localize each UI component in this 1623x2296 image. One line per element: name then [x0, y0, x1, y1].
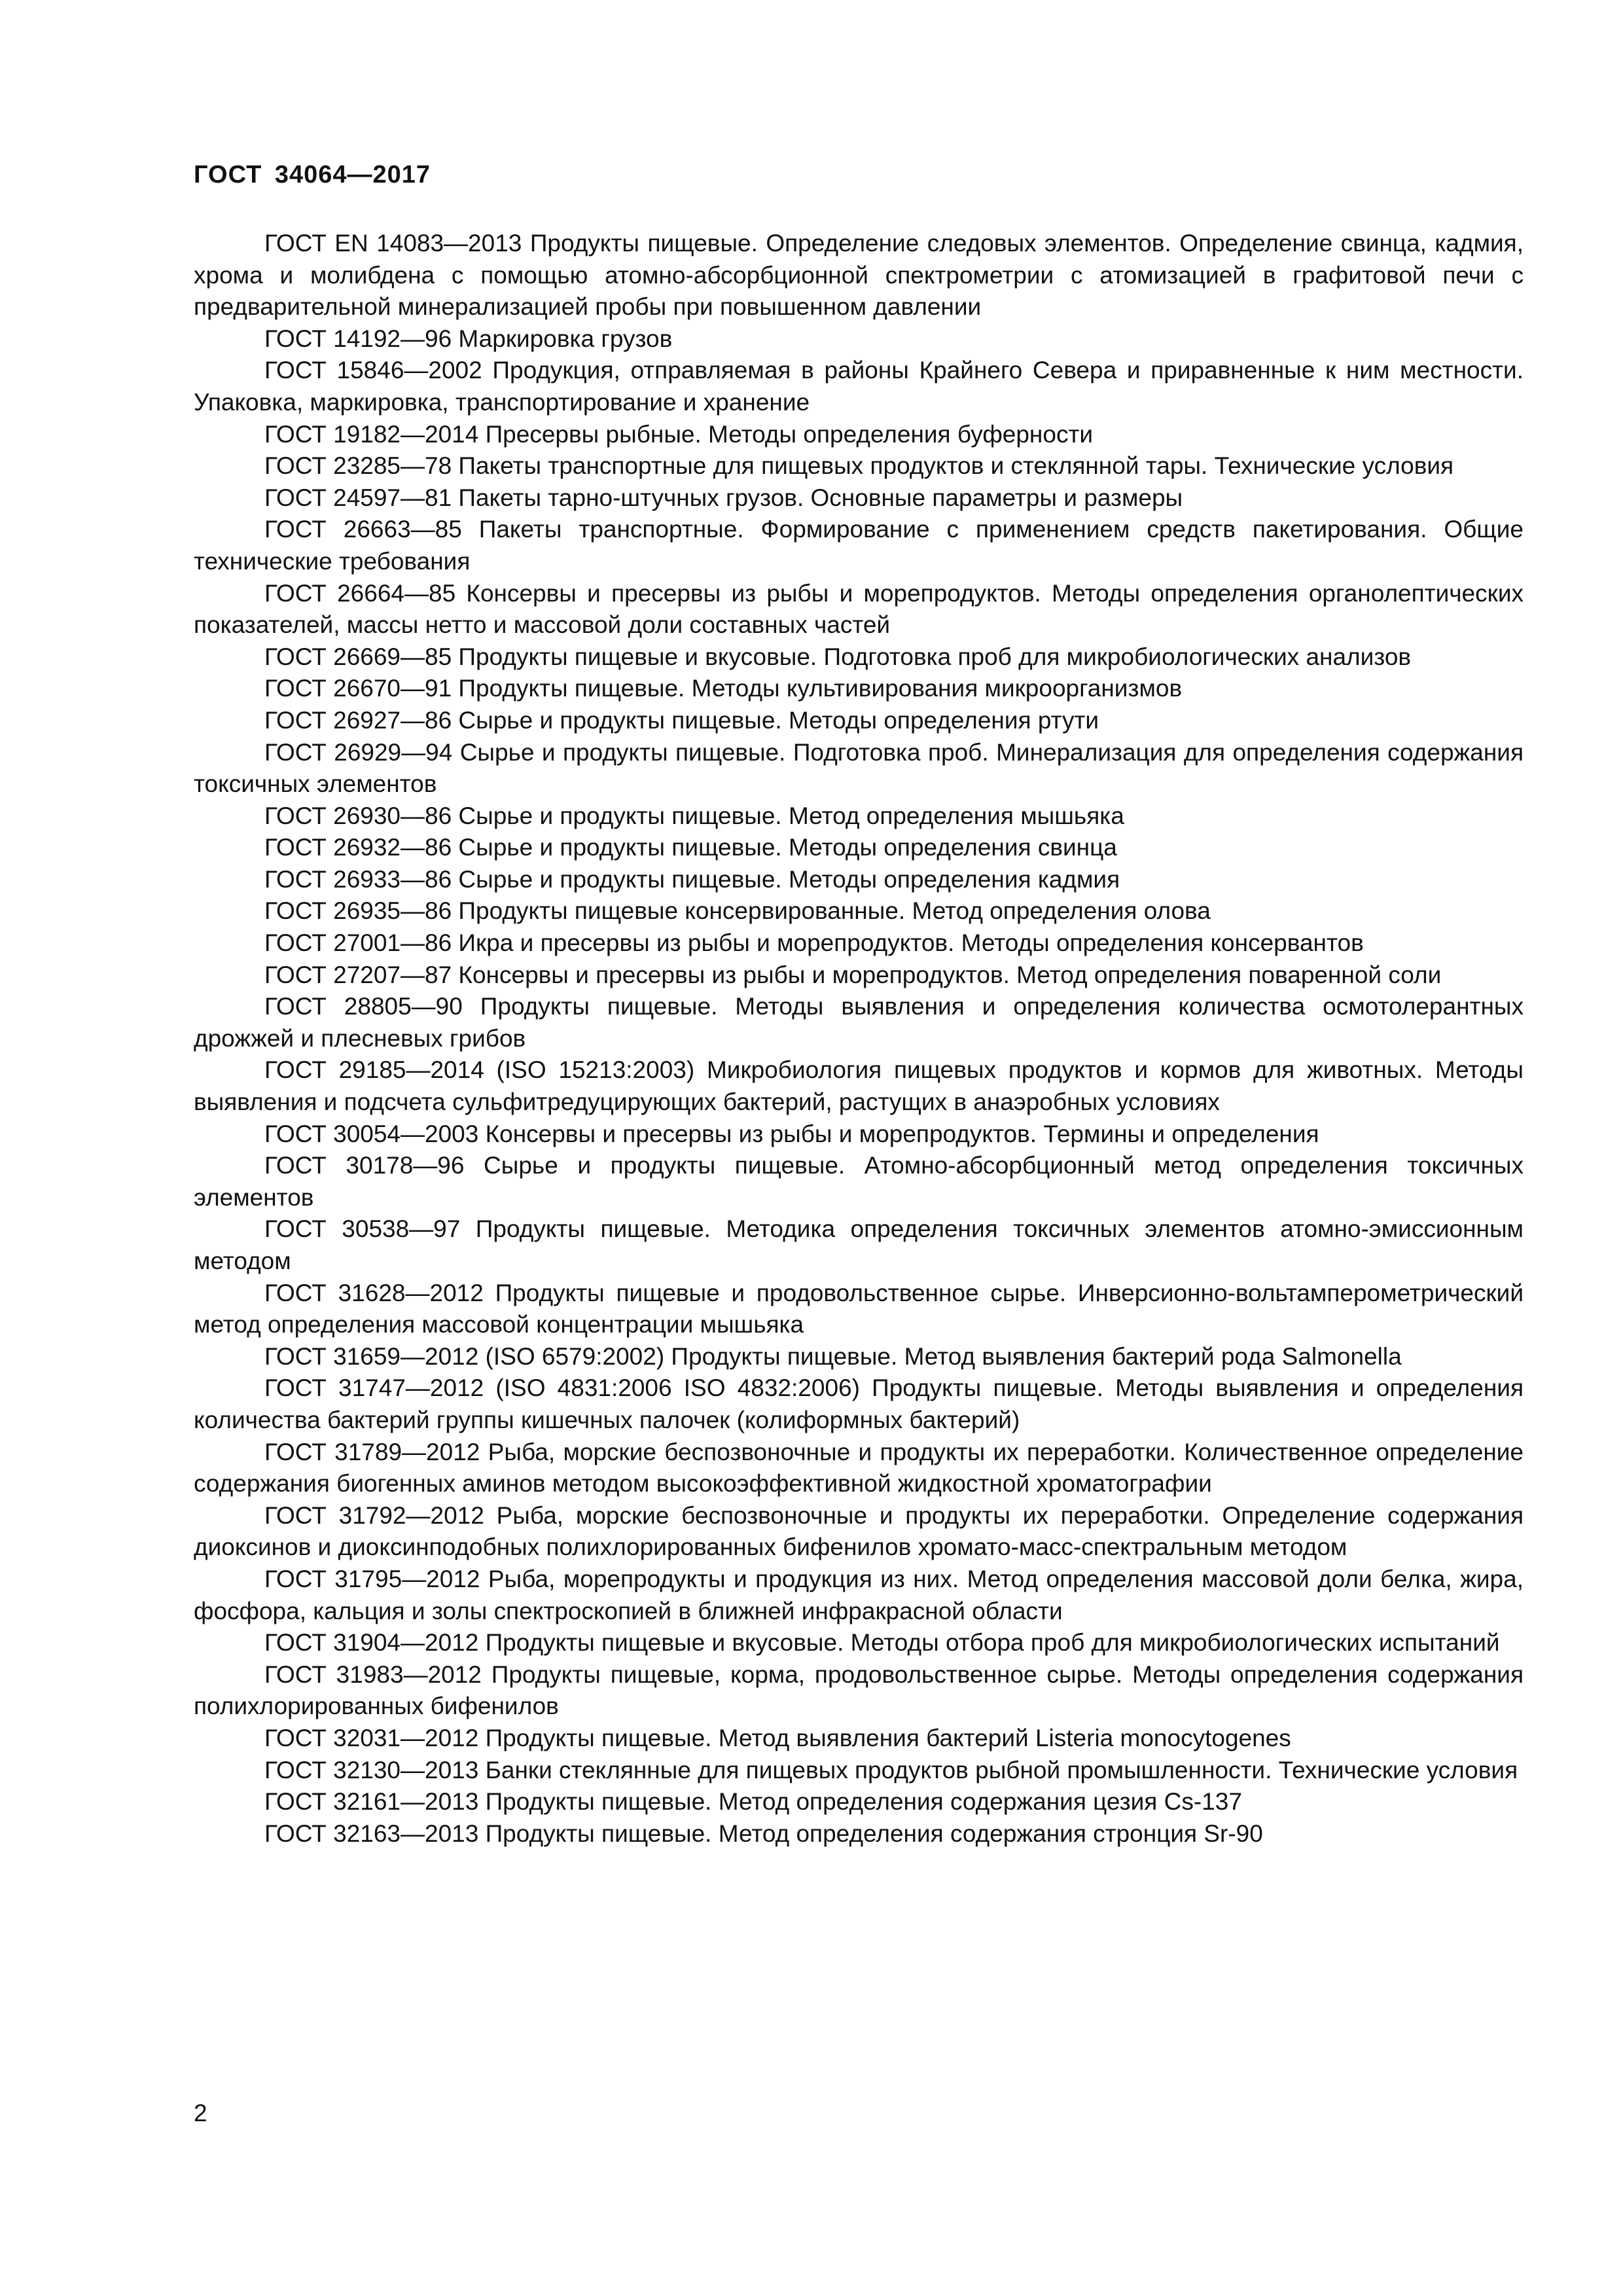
reference-item: ГОСТ 24597—81 Пакеты тарно-штучных грузов. Основные параметры и размеры	[264, 484, 1183, 511]
reference-item: ГОСТ 27207—87 Консервы и пресервы из рыбы и морепродуктов. Метод определения поваренной соли	[264, 961, 1442, 988]
reference-item: ГОСТ 31795—2012 Рыба, морепродукты и продукция из них. Метод определения массовой доли белка, жира, фосфора, кальция и золы спектроскопией в ближней инфракрасной области	[194, 1565, 1524, 1624]
reference-item: ГОСТ 31789—2012 Рыба, морские беспозвоночные и продукты их переработки. Количественное определение содержания биогенных аминов методом высокоэффективной жидкостной хроматографии	[194, 1438, 1524, 1498]
reference-item: ГОСТ 31747—2012 (ISO 4831:2006 ISO 4832:2006) Продукты пищевые. Методы выявления и определения количества бактерий группы кишечных палочек (колиформных бактерий)	[194, 1374, 1524, 1433]
normative-references-list	[194, 228, 1524, 1850]
reference-item: ГОСТ 31659—2012 (ISO 6579:2002) Продукты пищевые. Метод выявления бактерий рода Salmonella	[264, 1342, 1402, 1370]
reference-item: ГОСТ EN 14083—2013 Продукты пищевые. Определение следовых элементов. Определение свинца, кадмия, хрома и молибдена с помощью атомно-абсорбционной спектрометрии с атомизацией в графитовой печи с предварительной минерализацией пробы при повышенном давлении	[194, 230, 1524, 321]
reference-item: ГОСТ 31904—2012 Продукты пищевые и вкусовые. Методы отбора проб для микробиологических испытаний	[264, 1629, 1500, 1657]
reference-item: ГОСТ 30538—97 Продукты пищевые. Методика определения токсичных элементов атомно-эмиссионным методом	[194, 1215, 1524, 1274]
document-code-header: ГОСТ 34064—2017	[194, 161, 431, 188]
reference-item: ГОСТ 27001—86 Икра и пресервы из рыбы и морепродуктов. Методы определения консервантов	[264, 929, 1364, 957]
reference-item: ГОСТ 26932—86 Сырье и продукты пищевые. Методы определения свинца	[264, 834, 1117, 861]
reference-item: ГОСТ 26933—86 Сырье и продукты пищевые. Методы определения кадмия	[264, 865, 1120, 893]
reference-item: ГОСТ 30178—96 Сырье и продукты пищевые. Атомно-абсорбционный метод определения токсичных элементов	[194, 1152, 1524, 1211]
reference-item: ГОСТ 26930—86 Сырье и продукты пищевые. Метод определения мышьяка	[264, 802, 1124, 829]
reference-item: ГОСТ 26929—94 Сырье и продукты пищевые. Подготовка проб. Минерализация для определения содержания токсичных элементов	[194, 738, 1524, 798]
reference-item: ГОСТ 26663—85 Пакеты транспортные. Формирование с применением средств пакетирования. Общие технические требования	[194, 516, 1524, 575]
reference-item: ГОСТ 31792—2012 Рыба, морские беспозвоночные и продукты их переработки. Определение содержания диоксинов и диоксинподобных полихлорированных бифенилов хромато-масс-спектральным методом	[194, 1501, 1524, 1561]
reference-item: ГОСТ 32130—2013 Банки стеклянные для пищевых продуктов рыбной промышленности. Технические условия	[264, 1756, 1518, 1784]
reference-item: ГОСТ 32161—2013 Продукты пищевые. Метод определения содержания цезия Cs-137	[264, 1788, 1242, 1816]
reference-item: ГОСТ 30054—2003 Консервы и пресервы из рыбы и морепродуктов. Термины и определения	[264, 1120, 1319, 1147]
reference-item: ГОСТ 26935—86 Продукты пищевые консервированные. Метод определения олова	[264, 897, 1211, 925]
reference-item: ГОСТ 26669—85 Продукты пищевые и вкусовые. Подготовка проб для микробиологических анализов	[264, 643, 1412, 670]
reference-item: ГОСТ 26664—85 Консервы и пресервы из рыбы и морепродуктов. Методы определения органолептических показателей, массы нетто и массовой доли составных частей	[194, 579, 1524, 639]
reference-item: ГОСТ 15846—2002 Продукция, отправляемая в районы Крайнего Севера и приравненные к ним местности. Упаковка, маркировка, транспортирование и хранение	[194, 357, 1524, 416]
reference-item: ГОСТ 32031—2012 Продукты пищевые. Метод выявления бактерий Listeria monocytogenes	[264, 1724, 1291, 1751]
page-number: 2	[194, 2100, 207, 2126]
reference-item: ГОСТ 19182—2014 Пресервы рыбные. Методы определения буферности	[264, 420, 1094, 448]
reference-item: ГОСТ 28805—90 Продукты пищевые. Методы выявления и определения количества осмотолерантных дрожжей и плесневых грибов	[194, 993, 1524, 1052]
reference-item: ГОСТ 23285—78 Пакеты транспортные для пищевых продуктов и стеклянной тары. Технические условия	[264, 452, 1454, 480]
reference-item: ГОСТ 26927—86 Сырье и продукты пищевые. Методы определения ртути	[264, 706, 1099, 734]
reference-item: ГОСТ 31628—2012 Продукты пищевые и продовольственное сырье. Инверсионно-вольтамперометрический метод определения массовой концентрации мышьяка	[194, 1279, 1524, 1338]
reference-item: ГОСТ 14192—96 Маркировка грузов	[264, 325, 673, 352]
reference-item: ГОСТ 26670—91 Продукты пищевые. Методы культивирования микроорганизмов	[264, 675, 1183, 702]
reference-item: ГОСТ 32163—2013 Продукты пищевые. Метод определения содержания стронция Sr-90	[264, 1820, 1263, 1847]
reference-item: ГОСТ 29185—2014 (ISO 15213:2003) Микробиология пищевых продуктов и кормов для животных. Методы выявления и подсчета сульфитредуцирующих бактерий, растущих в анаэробных условиях	[194, 1056, 1524, 1116]
reference-item: ГОСТ 31983—2012 Продукты пищевые, корма, продовольственное сырье. Методы определения содержания полихлорированных бифенилов	[194, 1660, 1524, 1720]
